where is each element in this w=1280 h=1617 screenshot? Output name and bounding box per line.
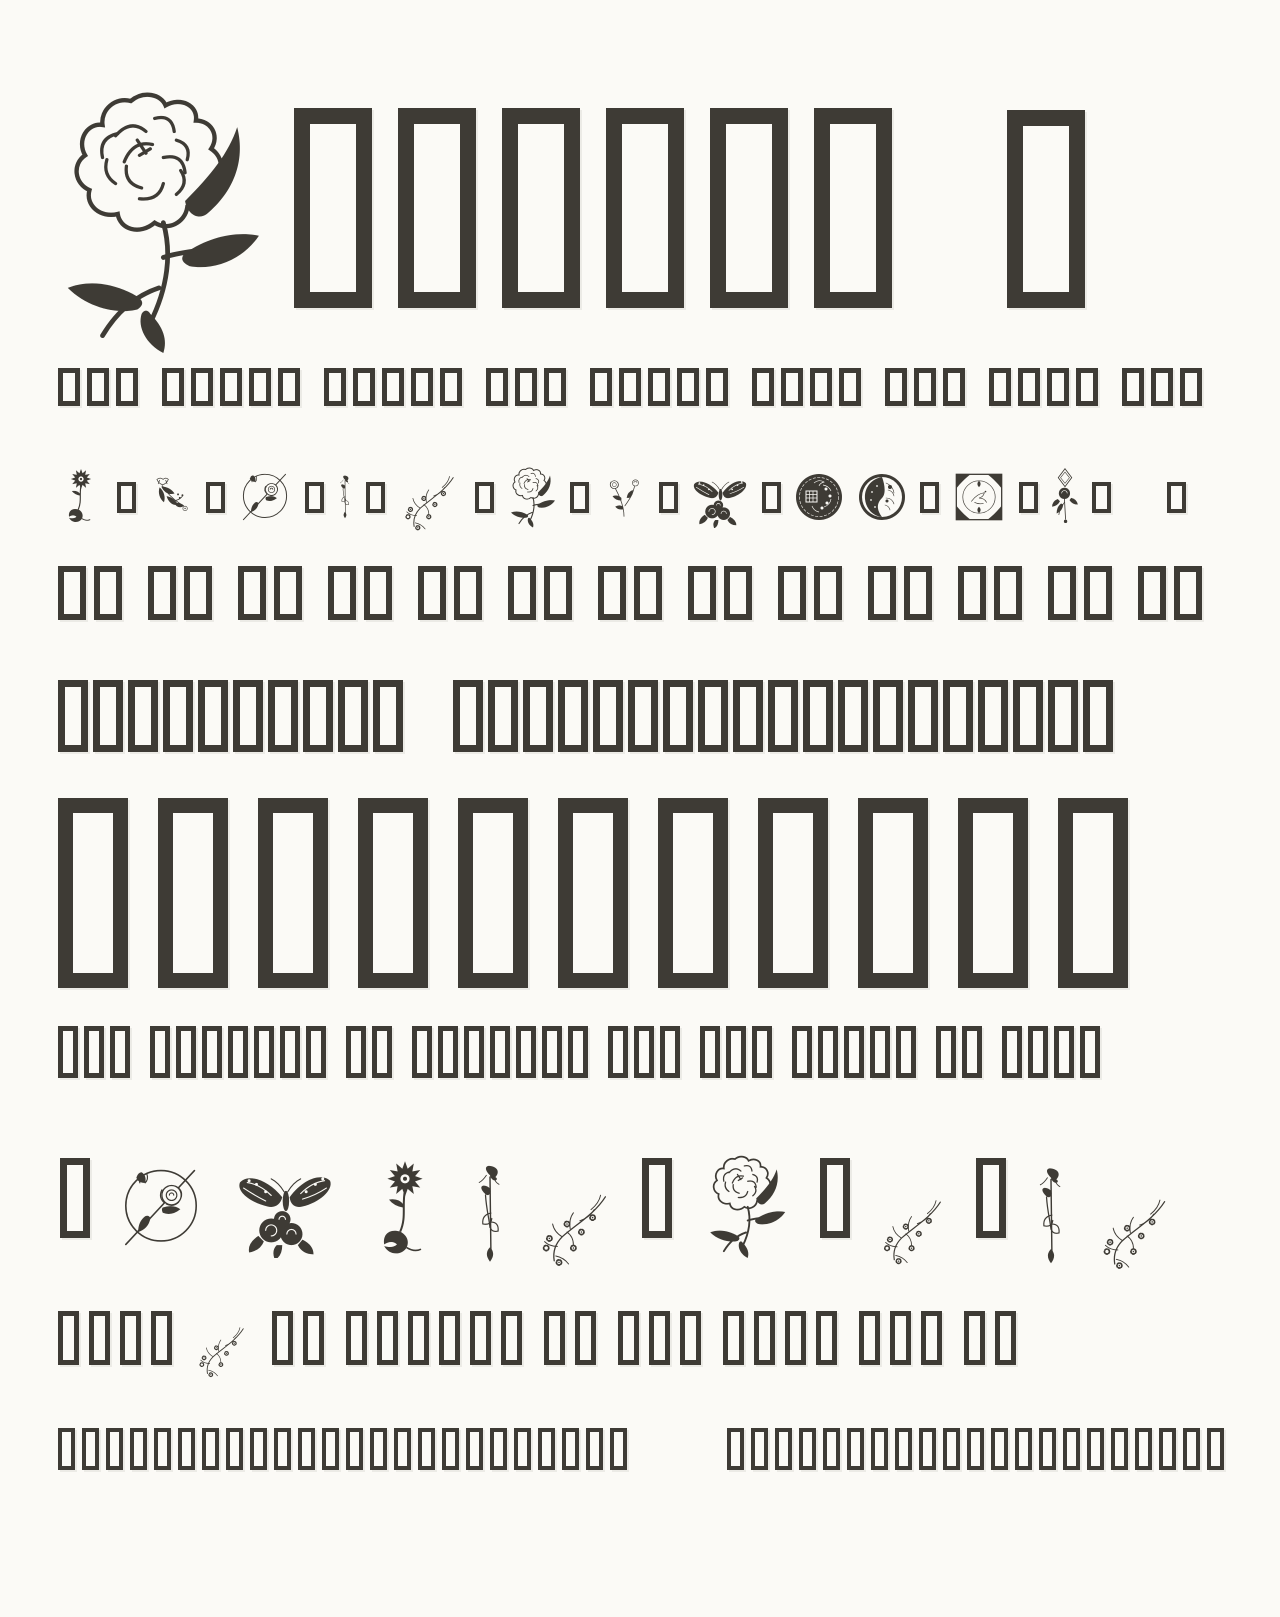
notdef-box [338, 680, 368, 752]
notdef-box [688, 566, 716, 620]
notdef-box [158, 798, 228, 988]
notdef-box [1058, 798, 1128, 988]
notdef-box [364, 566, 392, 620]
notdef-box [634, 566, 662, 620]
notdef-box [816, 1311, 837, 1365]
notdef-box [377, 1311, 398, 1365]
notdef-box [706, 368, 728, 406]
notdef-box [508, 566, 536, 620]
notdef-box [618, 1311, 639, 1365]
square-glyph [952, 470, 1006, 524]
notdef-box [606, 108, 684, 308]
notdef-box [154, 1428, 171, 1470]
notdef-box [814, 566, 842, 620]
notdef-box [163, 680, 193, 752]
notdef-box [117, 482, 136, 513]
notdef-box [659, 482, 678, 513]
notdef-box [919, 1428, 936, 1470]
notdef-box [1039, 1428, 1056, 1470]
notdef-box [373, 680, 403, 752]
notdef-box [94, 566, 122, 620]
specimen-row-dingbats-small [58, 458, 1280, 536]
notdef-box [128, 680, 158, 752]
notdef-box [976, 1158, 1006, 1238]
notdef-box [781, 368, 803, 406]
notdef-box [382, 368, 404, 406]
notdef-box [1083, 680, 1113, 752]
notdef-box [488, 680, 518, 752]
notdef-box [82, 1428, 99, 1470]
notdef-box [366, 482, 385, 513]
notdef-box [810, 368, 832, 406]
notdef-box [1174, 566, 1202, 620]
notdef-box [943, 680, 973, 752]
notdef-box [785, 1311, 806, 1365]
notdef-box [398, 108, 476, 308]
notdef-box [575, 1311, 596, 1365]
notdef-box [590, 368, 612, 406]
notdef-box [418, 1428, 435, 1470]
notdef-box [1015, 1428, 1032, 1470]
notdef-box [324, 368, 346, 406]
notdef-box [890, 1311, 911, 1365]
notdef-box [439, 1311, 460, 1365]
notdef-box [328, 566, 356, 620]
slimstem-glyph [337, 464, 353, 530]
notdef-box [514, 1428, 531, 1470]
notdef-box [490, 1428, 507, 1470]
notdef-box [220, 368, 242, 406]
notdef-box [278, 368, 300, 406]
notdef-box [1183, 1428, 1200, 1470]
notdef-box [176, 1026, 196, 1078]
notdef-box [914, 368, 936, 406]
notdef-box [394, 1428, 411, 1470]
notdef-box [148, 566, 176, 620]
notdef-box [871, 1428, 888, 1470]
notdef-box [943, 1428, 960, 1470]
notdef-box [710, 108, 788, 308]
notdef-box [1028, 1026, 1048, 1078]
notdef-box [1207, 1428, 1224, 1470]
notdef-box [873, 680, 903, 752]
notdef-box [1013, 680, 1043, 752]
specimen-row-tiny [58, 1425, 1280, 1470]
branch-glyph [1096, 1197, 1174, 1271]
notdef-box [106, 1428, 123, 1470]
notdef-box [130, 1428, 147, 1470]
notdef-box [150, 1026, 170, 1078]
notdef-box [989, 368, 1011, 406]
notdef-box [475, 482, 494, 513]
notdef-box [921, 1311, 942, 1365]
notdef-box [663, 680, 693, 752]
notdef-box [1087, 1428, 1104, 1470]
notdef-box [758, 798, 828, 988]
notdef-box [844, 1026, 864, 1078]
notdef-box [754, 1311, 775, 1365]
notdef-box [372, 1026, 392, 1078]
notdef-box [303, 680, 333, 752]
round1-glyph [794, 472, 844, 522]
notdef-box [516, 1026, 536, 1078]
notdef-box [904, 566, 932, 620]
notdef-box [272, 1311, 293, 1365]
notdef-box [838, 680, 868, 752]
notdef-box [967, 1428, 984, 1470]
notdef-box [440, 368, 462, 406]
notdef-box [920, 482, 939, 513]
notdef-box [726, 1026, 746, 1078]
notdef-box [184, 566, 212, 620]
notdef-box [751, 1428, 768, 1470]
notdef-box [438, 1026, 458, 1078]
notdef-box [1122, 368, 1144, 406]
notdef-box [202, 1428, 219, 1470]
notdef-box [346, 1311, 367, 1365]
peony-glyph [699, 1154, 793, 1258]
notdef-box [58, 566, 86, 620]
notdef-box [490, 1026, 510, 1078]
notdef-box [723, 1311, 744, 1365]
notdef-box [847, 1428, 864, 1470]
notdef-box [418, 566, 446, 620]
notdef-box [346, 1026, 366, 1078]
notdef-box [250, 1428, 267, 1470]
notdef-box [778, 566, 806, 620]
notdef-box [978, 680, 1008, 752]
notdef-box [964, 1311, 985, 1365]
notdef-box [586, 1428, 603, 1470]
notdef-box [198, 680, 228, 752]
cluster-glyph [1051, 466, 1079, 528]
slimstem-glyph [472, 1161, 508, 1267]
notdef-box [859, 1311, 880, 1365]
notdef-box [58, 1026, 78, 1078]
notdef-box [303, 1311, 324, 1365]
notdef-box [544, 566, 572, 620]
branch-glyph [877, 1197, 949, 1267]
specimen-row-digits-symbols [58, 676, 1280, 752]
butterfly-glyph [691, 474, 749, 528]
sunflower-glyph [58, 460, 104, 534]
notdef-box [470, 1311, 491, 1365]
notdef-box [943, 368, 965, 406]
notdef-box [191, 368, 213, 406]
notdef-box [727, 1428, 744, 1470]
notdef-box [1084, 566, 1112, 620]
notdef-box [466, 1428, 483, 1470]
notdef-box [814, 108, 892, 308]
notdef-box [868, 566, 896, 620]
notdef-box [58, 680, 88, 752]
notdef-box [818, 1026, 838, 1078]
notdef-box [408, 1311, 429, 1365]
notdef-box [562, 1428, 579, 1470]
notdef-box [558, 680, 588, 752]
notdef-box [1180, 368, 1202, 406]
notdef-box [820, 1158, 850, 1238]
specimen-row-dingbats-large [60, 1143, 1280, 1288]
notdef-box [619, 368, 641, 406]
notdef-box [358, 798, 428, 988]
notdef-box [442, 1428, 459, 1470]
notdef-box [839, 368, 861, 406]
notdef-box [1092, 482, 1111, 513]
notdef-box [570, 482, 589, 513]
notdef-box [1080, 1026, 1100, 1078]
notdef-box [768, 680, 798, 752]
notdef-box [353, 368, 375, 406]
branch-glyph [535, 1192, 615, 1268]
notdef-box [1076, 368, 1098, 406]
notdef-box [87, 368, 109, 406]
notdef-box [544, 1311, 565, 1365]
notdef-box [628, 680, 658, 752]
notdef-box [502, 108, 580, 308]
notdef-box [648, 368, 670, 406]
notdef-box [658, 798, 728, 988]
notdef-box [412, 1026, 432, 1078]
notdef-box [858, 798, 928, 988]
notdef-box [110, 1026, 130, 1078]
notdef-box [994, 566, 1022, 620]
notdef-box [958, 798, 1028, 988]
notdef-box [870, 1026, 890, 1078]
butterfly-glyph [232, 1166, 338, 1258]
notdef-box [238, 566, 266, 620]
branch-glyph [398, 474, 462, 532]
notdef-box [568, 1026, 588, 1078]
notdef-box [762, 482, 781, 513]
notdef-box [206, 482, 225, 513]
notdef-box [634, 1026, 654, 1078]
notdef-box [1159, 1428, 1176, 1470]
notdef-box [120, 1311, 141, 1365]
notdef-box [178, 1428, 195, 1470]
notdef-box [1018, 368, 1040, 406]
specimen-row-sentence [58, 1026, 1280, 1078]
notdef-box [962, 1026, 982, 1078]
notdef-box [280, 1026, 300, 1078]
notdef-box [1007, 110, 1085, 308]
notdef-box [558, 798, 628, 988]
notdef-box [1167, 482, 1186, 513]
specimen-row-title [50, 88, 1280, 353]
notdef-box [501, 1311, 522, 1365]
notdef-box [294, 108, 372, 308]
notdef-box [1048, 566, 1076, 620]
peony-glyph [50, 88, 268, 353]
notdef-box [464, 1026, 484, 1078]
notdef-box [58, 1311, 79, 1365]
notdef-box [1111, 1428, 1128, 1470]
notdef-box [698, 680, 728, 752]
notdef-box [274, 1428, 291, 1470]
notdef-box [58, 1428, 75, 1470]
notdef-box [1063, 1428, 1080, 1470]
notdef-box [202, 1026, 222, 1078]
notdef-box [598, 566, 626, 620]
sunflower-glyph [365, 1151, 445, 1269]
notdef-box [1054, 1026, 1074, 1078]
notdef-box [803, 680, 833, 752]
notdef-box [593, 680, 623, 752]
notdef-box [523, 680, 553, 752]
slimstem-glyph [1033, 1167, 1069, 1265]
notdef-box [60, 1158, 90, 1238]
notdef-box [306, 1026, 326, 1078]
specimen-row-pairs [58, 566, 1280, 620]
notdef-box [752, 368, 774, 406]
notdef-box [608, 1026, 628, 1078]
notdef-box [228, 1026, 248, 1078]
notdef-box [453, 680, 483, 752]
notdef-box [700, 1026, 720, 1078]
notdef-box [249, 368, 271, 406]
notdef-box [1048, 680, 1078, 752]
circlerose-glyph [117, 1160, 205, 1255]
notdef-box [1138, 566, 1166, 620]
specimen-row-pangram [58, 368, 1280, 406]
notdef-box [677, 368, 699, 406]
specimen-row-huge [58, 793, 1280, 988]
notdef-box [322, 1428, 339, 1470]
notdef-box [268, 680, 298, 752]
notdef-box [89, 1311, 110, 1365]
notdef-box [660, 1026, 680, 1078]
notdef-box [991, 1428, 1008, 1470]
notdef-box [792, 1026, 812, 1078]
notdef-box [799, 1428, 816, 1470]
notdef-box [274, 566, 302, 620]
round2-glyph [857, 472, 907, 522]
notdef-box [58, 368, 80, 406]
notdef-box [151, 1311, 172, 1365]
notdef-box [1151, 368, 1173, 406]
notdef-box [896, 1026, 916, 1078]
notdef-box [486, 368, 508, 406]
notdef-box [936, 1026, 956, 1078]
notdef-box [649, 1311, 670, 1365]
notdef-box [610, 1428, 627, 1470]
peony-glyph [507, 466, 557, 528]
notdef-box [775, 1428, 792, 1470]
notdef-box [885, 368, 907, 406]
specimen-row-sentence-glyph [58, 1298, 1280, 1378]
notdef-box [538, 1428, 555, 1470]
notdef-box [411, 368, 433, 406]
notdef-box [724, 566, 752, 620]
corner-glyph [149, 469, 193, 525]
notdef-box [258, 798, 328, 988]
circlerose-glyph [238, 466, 292, 528]
notdef-box [733, 680, 763, 752]
notdef-box [233, 680, 263, 752]
notdef-box [254, 1026, 274, 1078]
notdef-box [1002, 1026, 1022, 1078]
notdef-box [162, 368, 184, 406]
notdef-box [226, 1428, 243, 1470]
notdef-box [1019, 482, 1038, 513]
notdef-box [298, 1428, 315, 1470]
notdef-box [370, 1428, 387, 1470]
font-specimen-sheet [0, 88, 1280, 1617]
notdef-box [642, 1158, 672, 1238]
branch-glyph [194, 1316, 250, 1388]
rosesprig-glyph [602, 464, 646, 530]
notdef-box [752, 1026, 772, 1078]
notdef-box [58, 798, 128, 988]
notdef-box [458, 798, 528, 988]
notdef-box [908, 680, 938, 752]
notdef-box [346, 1428, 363, 1470]
notdef-box [116, 368, 138, 406]
notdef-box [84, 1026, 104, 1078]
notdef-box [895, 1428, 912, 1470]
notdef-box [305, 482, 324, 513]
notdef-box [1135, 1428, 1152, 1470]
notdef-box [958, 566, 986, 620]
notdef-box [995, 1311, 1016, 1365]
notdef-box [544, 368, 566, 406]
notdef-box [1047, 368, 1069, 406]
notdef-box [542, 1026, 562, 1078]
notdef-box [93, 680, 123, 752]
notdef-box [515, 368, 537, 406]
notdef-box [454, 566, 482, 620]
notdef-box [823, 1428, 840, 1470]
notdef-box [680, 1311, 701, 1365]
